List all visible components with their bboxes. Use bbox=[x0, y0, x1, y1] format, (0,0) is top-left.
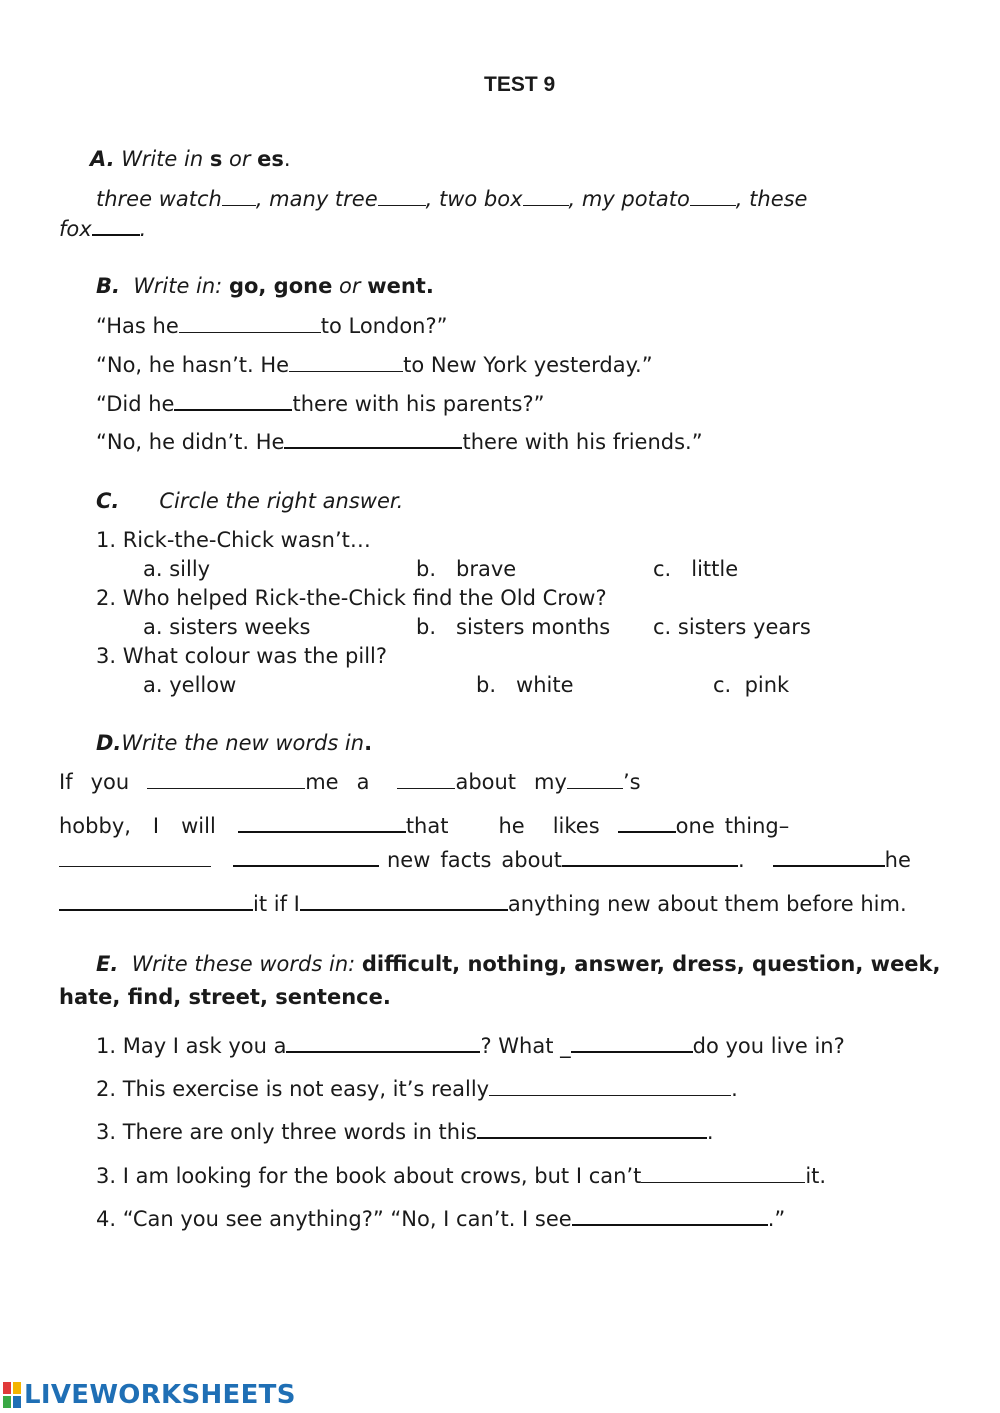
d-word: about bbox=[455, 770, 517, 794]
section-a-line2 bbox=[59, 216, 146, 242]
d-blank-7[interactable] bbox=[233, 847, 379, 867]
b-blank-1[interactable] bbox=[179, 314, 321, 333]
section-a-letter: A. bbox=[90, 147, 115, 171]
a-item-text: , these bbox=[735, 187, 808, 211]
c-q1-option-b[interactable]: b. brave bbox=[416, 557, 517, 581]
section-e-words-2: hate, find, street, sentence. bbox=[59, 985, 391, 1009]
d-word: a bbox=[356, 770, 370, 794]
section-b-instr: Write in: bbox=[133, 274, 229, 298]
d-blank-2[interactable] bbox=[397, 770, 455, 789]
section-a-heading bbox=[90, 146, 291, 172]
section-b-word1: go, gone bbox=[228, 274, 333, 298]
liveworksheets-brand: LIVEWORKSHEETS bbox=[24, 1380, 296, 1410]
d-word: anything new about them before him. bbox=[507, 892, 907, 916]
b-blank-4[interactable] bbox=[284, 429, 462, 449]
d-blank-4[interactable] bbox=[238, 813, 406, 833]
section-c-instr: Circle the right answer. bbox=[159, 489, 404, 513]
section-a-s: s bbox=[209, 147, 223, 171]
a-blank-4[interactable] bbox=[690, 187, 736, 206]
c-question-1: 1. Rick-the-Chick wasn’t… bbox=[96, 528, 371, 552]
d-line-2 bbox=[59, 813, 789, 839]
section-e-instr: Write these words in: bbox=[131, 952, 362, 976]
d-word: that bbox=[405, 814, 449, 838]
d-line-3 bbox=[59, 847, 911, 873]
d-blank-9[interactable] bbox=[773, 847, 885, 867]
d-word: I bbox=[152, 814, 160, 838]
e-item-1 bbox=[96, 1033, 845, 1059]
e-blank-5[interactable] bbox=[641, 1164, 805, 1183]
a-blank-2[interactable] bbox=[378, 187, 426, 206]
e-item-pre: 3. There are only three words in this bbox=[96, 1120, 477, 1144]
d-word: likes bbox=[552, 814, 600, 838]
d-word: it if I bbox=[253, 892, 300, 916]
c-q2-option-c[interactable]: c. sisters years bbox=[653, 615, 811, 639]
d-blank-1[interactable] bbox=[147, 770, 305, 789]
c-q3-option-a[interactable]: a. yellow bbox=[143, 673, 237, 697]
c-q1-option-c[interactable]: c. little bbox=[653, 557, 739, 581]
a-item-text: fox bbox=[59, 217, 92, 241]
d-word: facts bbox=[440, 848, 492, 872]
b-line-1 bbox=[96, 313, 448, 339]
e-blank-3[interactable] bbox=[489, 1077, 731, 1096]
b-line-pre: “Did he bbox=[96, 392, 175, 416]
section-b-word2: went. bbox=[367, 274, 434, 298]
page-title: TEST 9 bbox=[484, 73, 556, 96]
c-q3-option-b[interactable]: b. white bbox=[476, 673, 574, 697]
a-blank-1[interactable] bbox=[222, 187, 256, 206]
section-d-dot: . bbox=[364, 731, 373, 755]
e-item-5 bbox=[96, 1206, 785, 1232]
c-q3-option-c[interactable]: c. pink bbox=[713, 673, 790, 697]
e-blank-4[interactable] bbox=[477, 1119, 707, 1139]
d-word: new bbox=[387, 848, 431, 872]
b-line-post: there with his friends.” bbox=[462, 430, 703, 454]
section-a-period: . bbox=[283, 147, 291, 171]
a-item-text: , my potato bbox=[568, 187, 690, 211]
b-line-pre: “No, he didn’t. He bbox=[96, 430, 285, 454]
d-blank-3[interactable] bbox=[567, 770, 623, 789]
section-b-letter: B. bbox=[96, 274, 120, 298]
d-word: my bbox=[534, 770, 567, 794]
e-item-post: do you live in? bbox=[692, 1034, 845, 1058]
e-item-3 bbox=[96, 1119, 714, 1145]
e-item-mid: ? What _ bbox=[480, 1034, 571, 1058]
liveworksheets-logo-icon bbox=[2, 1382, 22, 1408]
c-question-3: 3. What colour was the pill? bbox=[96, 644, 388, 668]
b-blank-3[interactable] bbox=[174, 391, 292, 411]
c-q2-option-a[interactable]: a. sisters weeks bbox=[143, 615, 311, 639]
a-blank-3[interactable] bbox=[523, 187, 569, 206]
section-a-instr: Write in bbox=[114, 147, 210, 171]
e-item-pre: 4. “Can you see anything?” “No, I can’t. I see bbox=[96, 1207, 572, 1231]
section-b-heading bbox=[96, 273, 434, 299]
b-line-pre: “Has he bbox=[96, 314, 179, 338]
a-item-text: three watch bbox=[96, 187, 222, 211]
section-a-line1 bbox=[96, 186, 807, 212]
e-blank-6[interactable] bbox=[572, 1206, 768, 1226]
e-item-4 bbox=[96, 1163, 826, 1189]
d-word: he bbox=[498, 814, 525, 838]
b-line-post: there with his parents?” bbox=[292, 392, 545, 416]
section-b-or: or bbox=[332, 274, 368, 298]
b-line-post: to London?” bbox=[320, 314, 448, 338]
d-word: If bbox=[59, 770, 73, 794]
c-q1-option-a[interactable]: a. silly bbox=[143, 557, 211, 581]
section-d-letter: D. bbox=[96, 731, 122, 755]
e-item-post: . bbox=[731, 1077, 738, 1101]
e-item-post: . bbox=[706, 1120, 714, 1144]
d-word: you bbox=[90, 770, 130, 794]
d-blank-10[interactable] bbox=[59, 891, 253, 911]
e-item-post: .” bbox=[767, 1207, 786, 1231]
e-item-pre: 1. May I ask you a bbox=[96, 1034, 287, 1058]
section-e-heading bbox=[96, 951, 941, 977]
c-q2-option-b[interactable]: b. sisters months bbox=[416, 615, 611, 639]
section-e-words-1: difficult, nothing, answer, dress, question, week, bbox=[361, 952, 941, 976]
d-word: ’s bbox=[622, 770, 641, 794]
d-blank-8[interactable] bbox=[562, 847, 738, 867]
c-question-2: 2. Who helped Rick-the-Chick find the Old Crow? bbox=[96, 586, 607, 610]
d-word: me bbox=[305, 770, 339, 794]
e-item-2 bbox=[96, 1076, 738, 1102]
d-word: one bbox=[675, 814, 715, 838]
d-word: will bbox=[181, 814, 216, 838]
a-blank-5[interactable] bbox=[92, 216, 140, 236]
e-item-pre: 2. This exercise is not easy, it’s really bbox=[96, 1077, 490, 1101]
d-word: thing– bbox=[724, 814, 790, 838]
section-a-es: es bbox=[257, 147, 284, 171]
e-item-post: it. bbox=[805, 1164, 827, 1188]
d-blank-6[interactable] bbox=[59, 848, 211, 867]
section-c-heading bbox=[96, 488, 403, 514]
b-line-2 bbox=[96, 352, 653, 378]
d-word: about bbox=[501, 848, 562, 872]
section-c-letter: C. bbox=[96, 489, 120, 513]
d-blank-5[interactable] bbox=[618, 813, 676, 833]
liveworksheets-footer[interactable] bbox=[2, 1378, 296, 1412]
b-line-3 bbox=[96, 391, 545, 417]
d-word: he bbox=[884, 848, 911, 872]
d-line-1 bbox=[59, 769, 641, 795]
b-line-pre: “No, he hasn’t. He bbox=[96, 353, 290, 377]
d-word: hobby, bbox=[59, 814, 131, 838]
e-blank-1[interactable] bbox=[286, 1033, 480, 1053]
b-blank-2[interactable] bbox=[289, 353, 403, 372]
b-line-4 bbox=[96, 429, 703, 455]
d-line-4 bbox=[59, 891, 907, 917]
a-end: . bbox=[139, 217, 147, 241]
d-blank-11[interactable] bbox=[300, 891, 508, 911]
d-word: . bbox=[737, 848, 745, 872]
section-a-or: or bbox=[222, 147, 258, 171]
section-d-instr: Write the new words in bbox=[121, 731, 365, 755]
e-item-pre: 3. I am looking for the book about crows, but I can’t bbox=[96, 1164, 642, 1188]
b-line-post: to New York yesterday.” bbox=[403, 353, 653, 377]
a-item-text: , many tree bbox=[255, 187, 378, 211]
section-e-letter: E. bbox=[96, 952, 119, 976]
a-item-text: , two box bbox=[425, 187, 523, 211]
e-blank-2[interactable] bbox=[571, 1033, 693, 1053]
section-d-heading bbox=[96, 730, 372, 756]
